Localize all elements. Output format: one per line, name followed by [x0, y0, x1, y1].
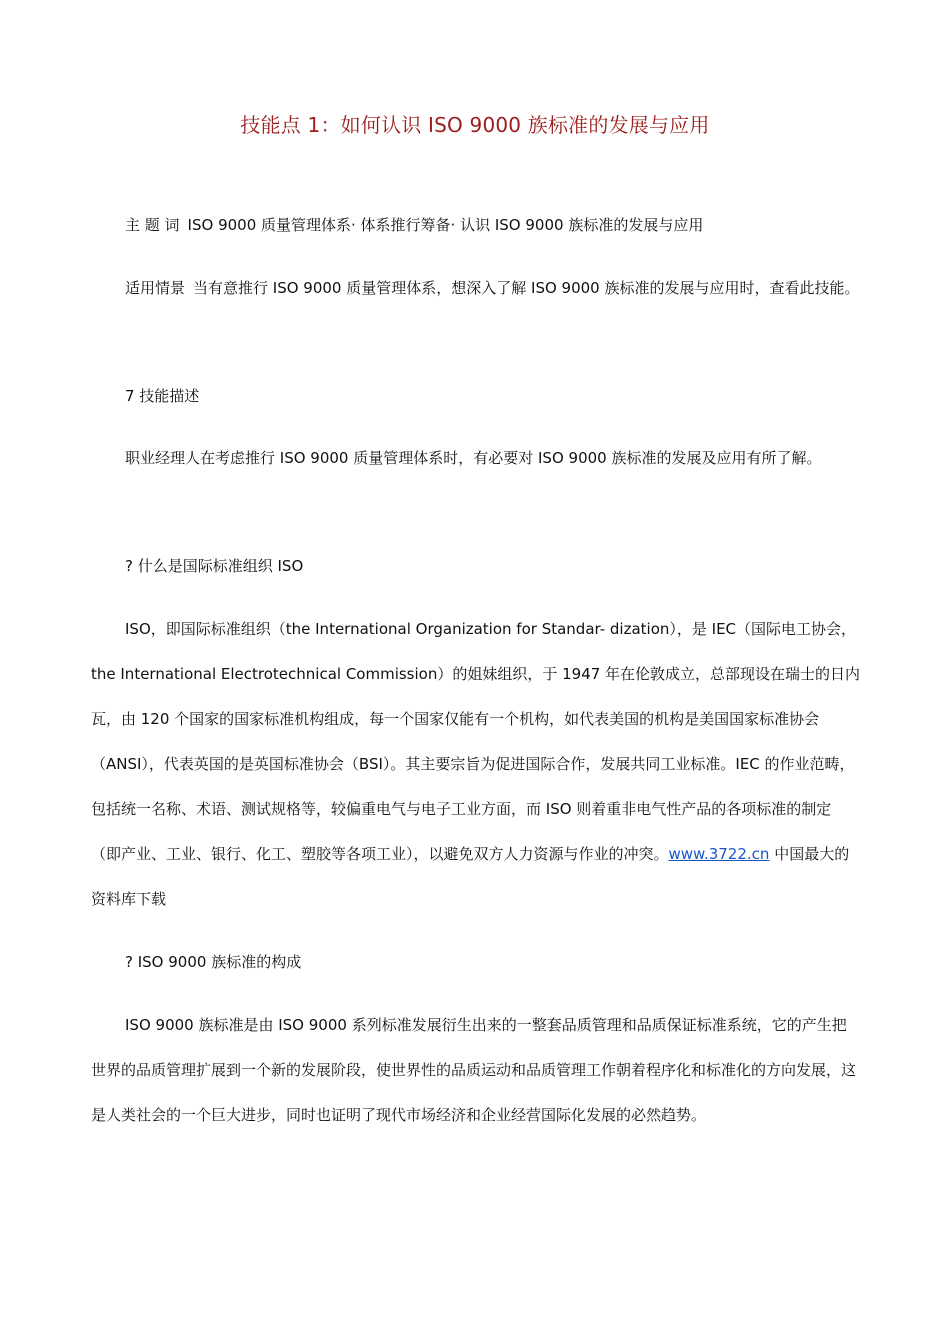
scenario-paragraph [91, 266, 861, 311]
family-description-paragraph: ISO 9000 族标准是由 ISO 9000 系列标准发展衍生出来的一整套品质管理和品质保证标准系统，它的产生把世界的品质管理扩展到一个新的发展阶段，使世界性的品质运动和品质管理工作朝着程序化和标准化的方向发展，这是人类社会的一个巨大进步，同时也证明了现代市场经济和企业经营国际化发展的必然趋势。 [91, 1016, 857, 1124]
family-section-heading: ? ISO 9000 族标准的构成 [125, 953, 302, 971]
iso-description-text: ISO，即国际标准组织（the International Organization for Standar- dization），是 IEC（国际电工协会，the International Electrotechnical Commission）的姐妹组织，于 1947 年在伦敦成立，总部现设在瑞士的日内瓦，由 120 个国家的国家标准机构组成，每一个国家仅能有一个机构，如代表美国的机构是美国国家标准协会（ANSI），代表英国的是英国标准协会（BSI）。其主要宗旨为促进国际合作，发展共同工业标准。IEC 的作业范畴，包括统一名称、术语、测试规格等，较偏重电气与电子工业方面，而 ISO 则着重非电气性产品的各项标准的制定（即产业、工业、银行、化工、塑胶等各项工业），以避免双方人力资源与作业的冲突。 [91, 620, 861, 863]
scenario-text: 当有意推行 ISO 9000 质量管理体系，想深入了解 ISO 9000 族标准的发展与应用时，查看此技能。 [193, 279, 860, 297]
iso-description-paragraph [91, 607, 861, 922]
iso-section-heading: ? 什么是国际标准组织 ISO [125, 557, 304, 575]
download-link[interactable]: www.3722.cn [668, 845, 770, 863]
download-link-suffix: 中国最大的资料库下载 [91, 845, 850, 908]
keywords-label: 主 题 词 [125, 216, 180, 234]
skill-description-paragraph: 职业经理人在考虑推行 ISO 9000 质量管理体系时，有必要对 ISO 9000 族标准的发展及应用有所了解。 [125, 449, 822, 467]
scenario-label: 适用情景 [125, 279, 186, 297]
keywords-text: ISO 9000 质量管理体系· 体系推行筹备· 认识 ISO 9000 族标准的发展与应用 [187, 216, 704, 234]
keywords-line [125, 212, 703, 238]
skill-section-heading: 7 技能描述 [125, 387, 200, 405]
page-title: 技能点 1：如何认识 ISO 9000 族标准的发展与应用 [240, 113, 710, 137]
